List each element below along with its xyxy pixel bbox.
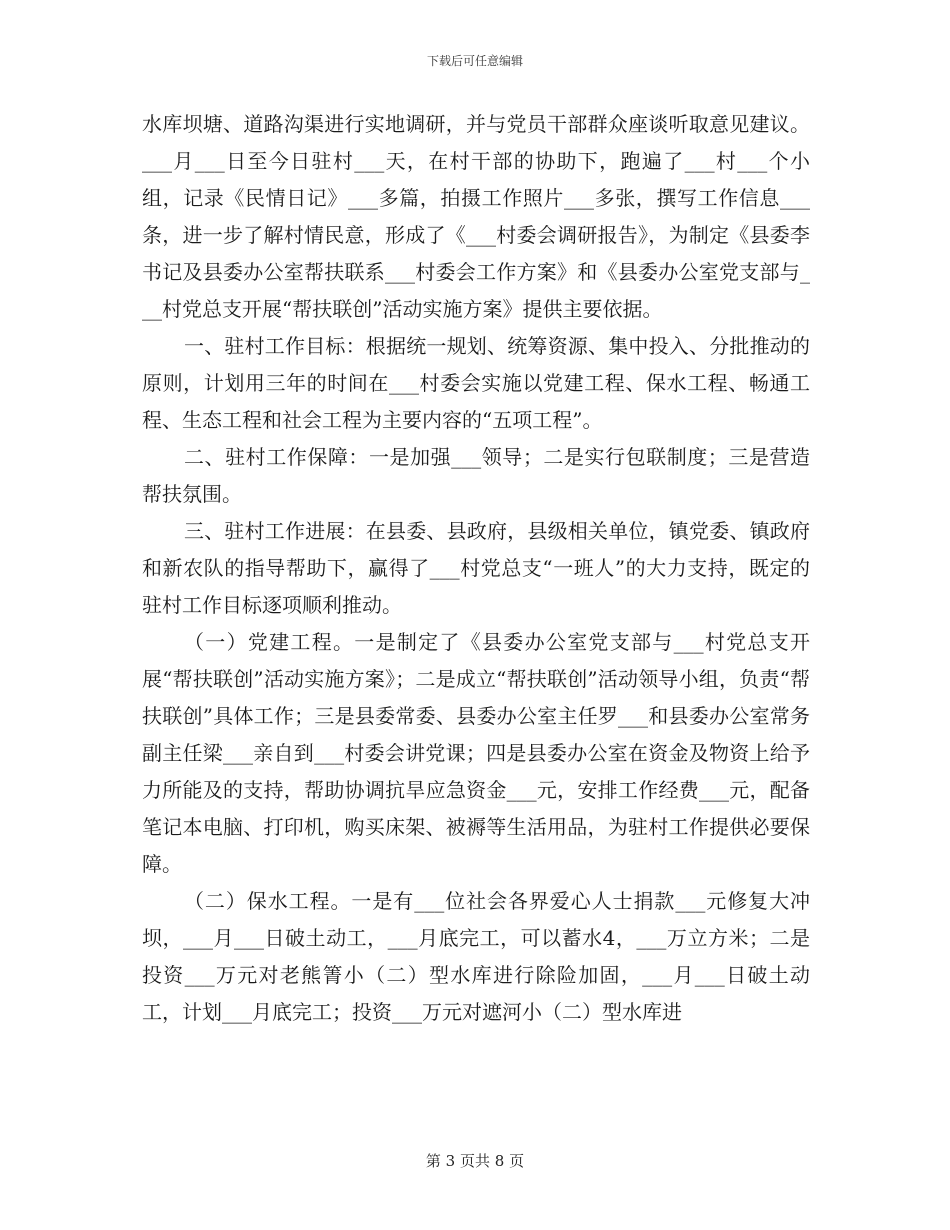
document-body	[142, 106, 810, 1031]
page-header: 下载后可任意编辑	[426, 54, 523, 68]
paragraph-work-progress: 三、驻村工作进展：在县委、县政府，县级相关单位，镇党委、镇政府和新农队的指导帮助下，赢得了___村党总支“一班人”的大力支持，既定的驻村工作目标逐项顺利推动。	[142, 519, 810, 617]
paragraph-party-building: （一）党建工程。一是制定了《县委办公室党支部与___村党总支开展“帮扶联创”活动实施方案》；二是成立“帮扶联创”活动领导小组，负责“帮扶联创”具体工作；三是县委常委、县委办公室主任罗___和县委办公室常务副主任梁___亲自到___村委会讲党课；四是县委办公室在资金及物资上给予力所能及的支持，帮助协调抗旱应急资金___元，安排工作经费___元，配备笔记本电脑、打印机，购买床架、被褥等生活用品，为驻村工作提供必要保障。	[142, 630, 810, 876]
paragraph-work-goals: 一、驻村工作目标：根据统一规划、统筹资源、集中投入、分批推动的原则，计划用三年的时间在___村委会实施以党建工程、保水工程、畅通工程、生态工程和社会工程为主要内容的“五项工程”。	[142, 334, 810, 432]
paragraph-water-conservation: （二）保水工程。一是有___位社会各界爱心人士捐款___元修复大冲坝，___月___日破土动工，___月底完工，可以蓄水4，___万立方米；二是投资___万元对老熊箐小（二）型水库进行除险加固，___月___日破土动工，计划___月底完工；投资___万元对遮河小（二）型水库进	[142, 889, 810, 1024]
paragraph-work-guarantee: 二、驻村工作保障：一是加强___领导；二是实行包联制度；三是营造帮扶氛围。	[142, 445, 810, 506]
paragraph-continuation: 水库坝塘、道路沟渠进行实地调研，并与党员干部群众座谈听取意见建议。___月___日至今日驻村___天，在村干部的协助下，跑遍了___村___个小组，记录《民情日记》___多篇，拍摄工作照片___多张，撰写工作信息___条，进一步了解村情民意，形成了《___村委会调研报告》，为制定《县委李书记及县委办公室帮扶联系___村委会工作方案》和《县委办公室党支部与___村党总支开展“帮扶联创”活动实施方案》提供主要依据。	[142, 112, 810, 321]
page-number: 第 3 页共 8 页	[425, 1152, 525, 1170]
